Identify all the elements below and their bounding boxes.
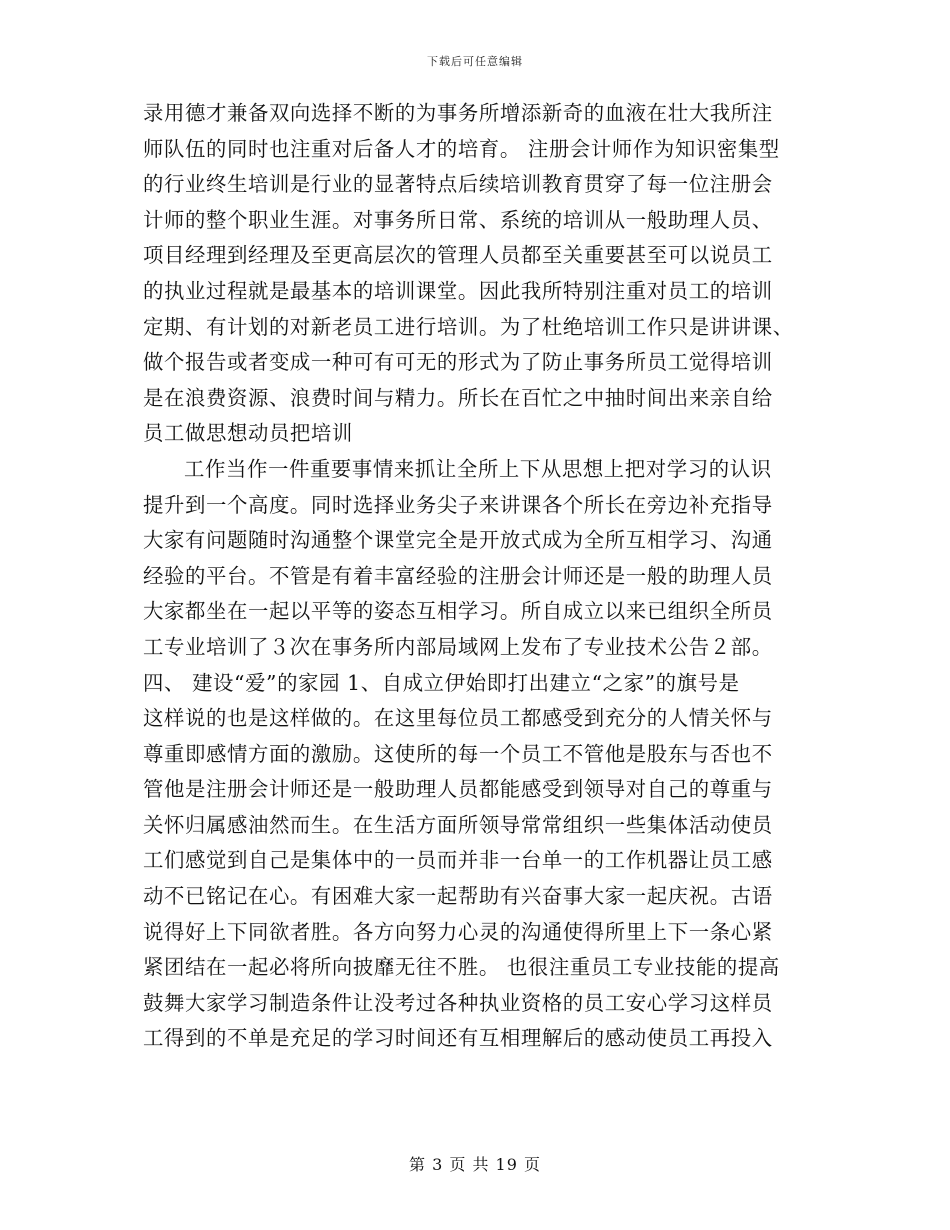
text-line: 关怀归属感油然而生。在生活方面所领导常常组织一些集体活动使员 xyxy=(143,812,773,837)
text-line: 工专业培训了３次在事务所内部局域网上发布了专业技术公告２部。 xyxy=(143,634,773,659)
text-line: 定期、有计划的对新老员工进行培训。为了杜绝培训工作只是讲讲课、 xyxy=(143,314,794,339)
paragraph-start-line: 工作当作一件重要事情来抓让全所上下从思想上把对学习的认识 xyxy=(184,456,772,481)
text-line: 师队伍的同时也注重对后备人才的培育。 注册会计师作为知识密集型 xyxy=(143,136,780,161)
page-number-footer: 第 3 页 共 19 页 xyxy=(409,1155,541,1174)
text-line: 员工做思想动员把培训 xyxy=(143,421,353,446)
text-line: 大家有问题随时沟通整个课堂完全是开放式成为全所互相学习、沟通 xyxy=(143,528,773,553)
text-line: 说得好上下同欲者胜。各方向努力心灵的沟通使得所里上下一条心紧 xyxy=(143,919,773,944)
text-line: 工得到的不单是充足的学习时间还有互相理解后的感动使员工再投入 xyxy=(143,1026,773,1051)
text-line: 工们感觉到自己是集体中的一员而并非一台单一的工作机器让员工感 xyxy=(143,848,773,873)
text-line: 项目经理到经理及至更高层次的管理人员都至关重要甚至可以说员工 xyxy=(143,243,773,268)
text-line: 经验的平台。不管是有着丰富经验的注册会计师还是一般的助理人员 xyxy=(143,563,773,588)
text-line: 是在浪费资源、浪费时间与精力。所长在百忙之中抽时间出来亲自给 xyxy=(143,385,773,410)
text-line: 鼓舞大家学习制造条件让没考过各种执业资格的员工安心学习这样员 xyxy=(143,990,773,1015)
page-header: 下载后可任意编辑 xyxy=(427,55,523,68)
section-heading-line: 四、 建设“爱”的家园 1、自成立伊始即打出建立“之家”的旗号是 xyxy=(143,670,740,695)
text-line: 录用德才兼备双向选择不断的为事务所增添新奇的血液在壮大我所注 xyxy=(143,101,773,125)
text-line: 这样说的也是这样做的。在这里每位员工都感受到充分的人情关怀与 xyxy=(143,706,773,731)
text-line: 管他是注册会计师还是一般助理人员都能感受到领导对自己的尊重与 xyxy=(143,777,773,802)
text-line: 动不已铭记在心。有困难大家一起帮助有兴奋事大家一起庆祝。古语 xyxy=(143,884,773,909)
text-line: 做个报告或者变成一种可有可无的形式为了防止事务所员工觉得培训 xyxy=(143,350,773,375)
text-line: 的执业过程就是最基本的培训课堂。因此我所特别注重对员工的培训 xyxy=(143,278,773,303)
text-line: 紧团结在一起必将所向披靡无往不胜。 也很注重员工专业技能的提高 xyxy=(143,955,780,980)
text-line: 的行业终生培训是行业的显著特点后续培训教育贯穿了每一位注册会 xyxy=(143,172,773,197)
text-line: 尊重即感情方面的激励。这使所的每一个员工不管他是股东与否也不 xyxy=(143,741,773,766)
text-line: 大家都坐在一起以平等的姿态互相学习。所自成立以来已组织全所员 xyxy=(143,599,773,624)
text-line: 计师的整个职业生涯。对事务所日常、系统的培训从一般助理人员、 xyxy=(143,207,773,232)
document-body xyxy=(143,96,803,1057)
text-line: 提升到一个高度。同时选择业务尖子来讲课各个所长在旁边补充指导 xyxy=(143,492,773,517)
